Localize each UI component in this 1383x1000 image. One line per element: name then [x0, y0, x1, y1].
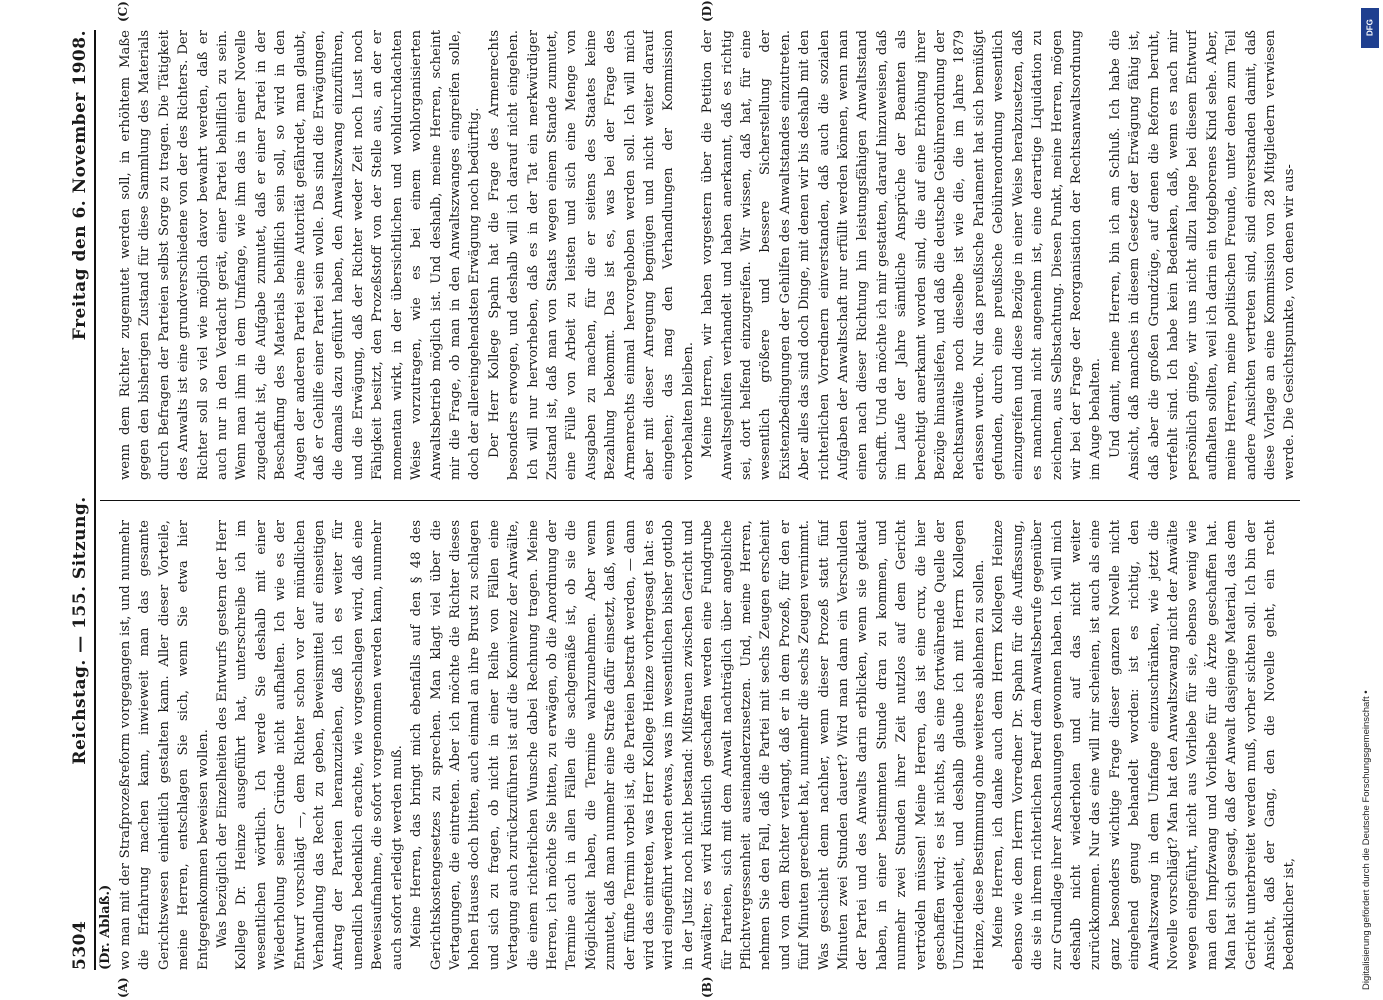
session-date: Freitag den 6. November 1908.: [70, 30, 90, 341]
column-divider: [100, 500, 1300, 501]
paragraph: Meine Herren, ich danke auch dem Herrn Kollegen Heinze ebenso wie dem Herrn Vorredner Dr. Spahn für die Auffassung, die sie in ihrem richterlichen Beruf dem Anwaltsberufe gegenüber zur Grundlage ihrer Anschauungen gewonnen haben. Ich will mich deshalb nicht wiederholen und auf das nicht weiter zurückkommen. Nur das eine will mir scheinen, ist auch als eine ganz besonders wichtige Frage dieser ganzen Novelle nicht eingehend genug behandelt worden: ist es richtig, den Anwaltszwang in dem Umfange einzuschränken, wie jetzt die Novelle vorschlägt? Man hat den Anwaltszwang nicht der Anwälte wegen eingeführt, nicht aus Vorliebe für sie, ebenso wenig wie man den Impfzwang und Vorliebe für die Ärzte geschaffen hat. Man hat sich gesagt, daß der Anwalt dasjenige Material, das dem Gericht unterbreitet werden muß, vorher sichten soll. Ich bin der Ansicht, daß der Gang, den die Novelle geht, ein recht bedenklicher ist,: [991, 520, 1298, 970]
paragraph: wo man mit der Strafprozeßreform vorgegangen ist, und nunmehr die Erfahrung machen kann, inwieweit man das gesamte Gerichtswesen einheitlich gestalten kann. Aller dieser Vorteile, meine Herren, entschlagen Sie sich, wenn Sie etwa hier Entgegenkommen beweisen wollen.: [118, 520, 211, 970]
speaker-label: (Dr. Ablaß.): [98, 884, 113, 970]
paragraph: Meine Herren, das bringt mich ebenfalls auf den § 48 des Gerichtskostengesetzes zu sprechen. Man klagt viel über die Vertagungen, die eintreten. Aber ich möchte die Richter dieses hohen Hauses doch bitten, auch einmal an ihre Brust zu schlagen und sich zu fragen, ob nicht in einer Reihe von Fällen eine Vertagung auch zurückzuführen ist auf die Konnivenz der Anwälte, die einem richterlichen Wunsche dabei Rechnung tragen. Meine Herren, ich möchte Sie bitten, zu erwägen, ob die Anordnung der Termine auch in allen Fällen die sachgemäße ist, ob sie die Möglichkeit haben, die Termine wahrzunehmen. Aber wenn zumutet, daß man nunmehr eine Strafe dafür einsetzt, daß, wenn der fünfte Termin vorbei ist, die Parteien bestraft werden, — dann wird das eintreten, was Herr Kollege Heinze vorhergesagt hat: es wird eingeführt werden etwas, was im wesentlichen bisher gottlob in der Justiz noch nicht bestand: Mißtrauen zwischen Gericht und Anwälten; es wird künstlich geschaffen werden eine Fundgrube für Parteien, sich mit dem Anwalt nachträglich über angebliche Pflichtvergessenheit auseinanderzusetzen. Und, meine Herren, nehmen Sie den Fall, daß die Partei mit sechs Zeugen erscheint und von dem Richter verlangt, daß er in dem Prozeß, für den er fünf Minuten gerechnet hat, nunmehr die sechs Zeugen vernimmt. Was geschieht denn nachher, wenn dieser Prozeß statt fünf Minuten zwei Stunden dauert? Wird man dann ein Verschulden der Partei und des Anwalts darin erblicken, wenn sie geklaut haben, in einer bestimmten Stunde dran zu kommen, und nunmehr zwei Stunden ihrer Zeit nutzlos auf dem Gericht vertrödeln müssen! Meine Herren, das ist eine crux, die hier geschaffen wird; es ist nichts, als eine fortwährende Quelle der Unzufriedenheit, und deshalb glaube ich mit Herrn Kollegen Heinze, diese Bestimmung ohne weiteres ablehnen zu sollen.: [409, 520, 987, 970]
scanned-page: [60, 0, 1310, 998]
rotated-page-content: [60, 0, 1310, 998]
dfg-logo: DFG: [1361, 8, 1379, 48]
session-title: Reichstag. — 155. Sitzung.: [70, 496, 90, 765]
paragraph: Meine Herren, wir haben vorgestern über die Petition der Anwaltsgehilfen verhandelt und haben anerkannt, daß es richtig sei, dort helfend einzugreifen. Wir wissen, daß hat, für eine wesentlich größere und bessere Sicherstellung der Existenzbedingungen der Gehilfen des Anwaltstandes einzutreten. Aber alles das sind doch Dinge, mit denen wir bis deshalb mit den richterlichen Vorrednern einverstanden, daß auch die sozialen Aufgaben der Anwaltschaft nur erfüllt werden können, wenn man einen nach dieser Richtung hin leistungsfähigen Anwaltsstand schafft. Und da möchte ich mir gestatten, darauf hinzuweisen, daß im Laufe der Jahre sämtliche Ansprüche der Beamten als berechtigt anerkannt worden sind, die auf eine Erhöhung ihrer Bezüge hinausliefen, und daß die deutsche Gebührenordnung der Rechtsanwälte noch dieselbe ist wie die, die im Jahre 1879 erlassen wurde. Nur das preußische Parlament hat sich bemüßigt gefunden, durch eine preußische Gebührenordnung wesentlich einzugreifen und diese Bezüge in einer Weise herabzusetzen, daß es manchmal nicht angenehm ist, eine derartige Liquidation zu zeichnen, aus Selbstachtung. Diesen Punkt, meine Herren, mögen wir bei der Frage der Reorganisation der Rechtsanwaltsordnung im Auge behalten.: [700, 30, 1104, 480]
page-number: 5304: [70, 920, 90, 970]
margin-marker-b: (B): [700, 976, 714, 998]
margin-marker-a: (A): [116, 977, 130, 998]
page-header: [60, 30, 96, 970]
margin-marker-d: (D): [700, 0, 714, 22]
right-column: [116, 30, 1306, 480]
digitization-note: Digitalisierung gefördert durch die Deutsche Forschungsgemeinschaft •: [1361, 690, 1372, 990]
left-column: [116, 520, 1306, 970]
paragraph: Der Herr Kollege Spahn hat die Frage des Armenrechts besonders erwogen, und deshalb will ich darauf nicht eingehen. Ich will nur hervorheben, daß es in der Tat ein merkwürdiger Zustand ist, daß man von Staats wegen einem Stande zumutet, eine Fülle von Arbeit zu leisten und sich eine Menge von Ausgaben zu machen, für die er seitens des Staates keine Bezahlung bekommt. Das ist es, was bei der Frage des Armenrechts einmal hervorgehoben werden soll. Ich will mich aber mit dieser Anregung begnügen und nicht weiter darauf eingehen; das mag den Verhandlungen der Kommission vorbehalten bleiben.: [486, 30, 696, 480]
paragraph: Was bezüglich der Einzelheiten des Entwurfs gestern der Herr Kollege Dr. Heinze ausgeführt hat, unterschreibe ich im wesentlichen wörtlich. Ich werde Sie deshalb mit einer Wiederholung seiner Gründe nicht aufhalten. Ich wie es der Entwurf vorschlägt —, dem Richter schon vor der mündlichen Verhandlung das Recht zu geben, Beweismittel auf einseitigen Antrag der Parteien heranzuziehen, daß ich es weiter für unendlich bedenklich erachte, wie vorgeschlagen wird, daß eine Beweisaufnahme, die sofort vorgenommen werden kann, nunmehr auch sofort erledigt werden muß.: [215, 520, 405, 970]
paragraph: wenn dem Richter zugemutet werden soll, in erhöhtem Maße gegen den bisherigen Zustand für diese Sammlung des Materials durch Befragen der Parteien selbst Sorge zu tragen. Die Tätigkeit des Anwalts ist eine grundverschiedene von der des Richters. Der Richter soll so viel wie möglich davor bewahrt werden, daß er auch nur in den Verdacht gerät, einer Partei behilflich zu sein. Wenn man ihm in dem Umfange, wie ihm das in einer Novelle zugedacht ist, die Aufgabe zumutet, daß er einer Partei in der Beschaffung des Materials behilflich sein soll, so wird in den Augen der anderen Partei seine Autorität gefährdet, man glaubt, daß er Gehilfe einer Partei sein wolle. Das sind die Erwägungen, die damals dazu geführt haben, den Anwaltszwang einzuführen, und die Erwägung, daß der Richter weder Zeit noch Lust noch Fähigkeit besitzt, den Prozeßstoff von der Stelle aus, an der er momentan wirkt, in der übersichtlichen und wohldurchdachten Weise vorzutragen, wie es bei einem wohlorganisierten Anwaltsbetrieb möglich ist. Und deshalb, meine Herren, scheint mir die Frage, ob man in den Anwaltszwanges eingreifen solle, doch der allereingehendsten Erwägung noch bedürftig.: [118, 30, 483, 480]
margin-marker-c: (C): [116, 1, 130, 22]
paragraph: Und damit, meine Herren, bin ich am Schluß. Ich habe die Ansicht, daß manches in diesem Gesetze der Erwägung fähig ist, daß aber die großen Grundzüge, auf denen die Reform beruht, verfehlt sind. Ich habe kein Bedenken, daß, wenn es nach mir persönlich ginge, wir uns nicht allzu lange bei diesem Entwurf aufhalten sollten, weil ich darin ein totgeborenes Kind sehe. Aber, meine Herren, meine politischen Freunde, unter denen zum Teil andere Ansichten vertreten sind, sind einverstanden damit, daß diese Vorlage an eine Kommission von 28 Mitgliedern verwiesen werde. Die Gesichtspunkte, von denen wir aus-: [1107, 30, 1298, 480]
